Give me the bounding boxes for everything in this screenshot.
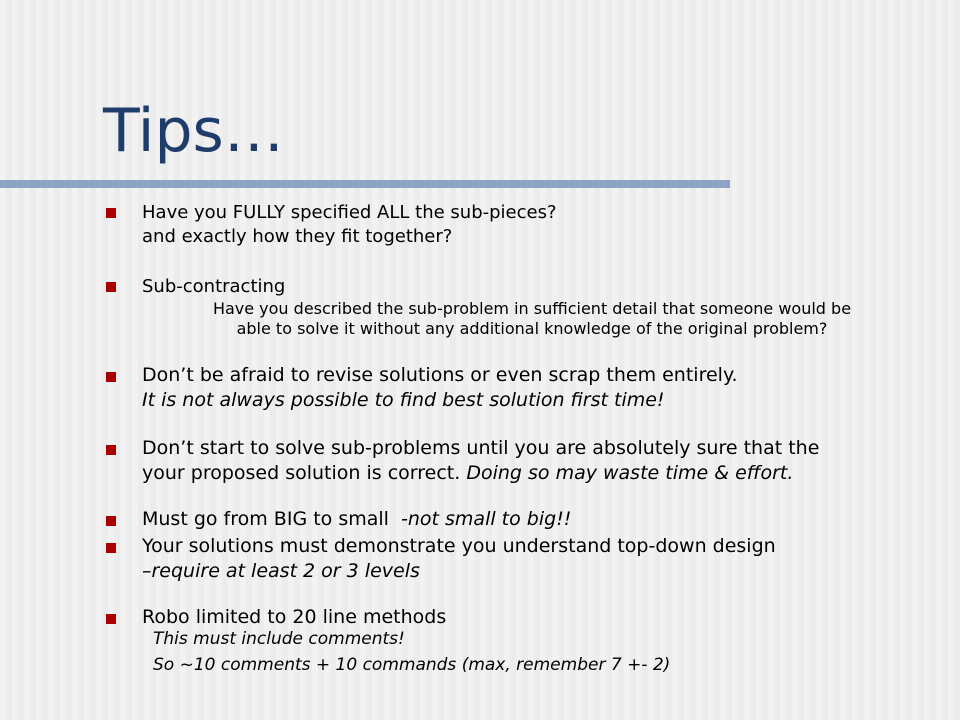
- detail-line: Have you described the sub-problem in sufficient detail that someone would be: [212, 299, 852, 318]
- bullet-revise-solutions: [142, 363, 932, 413]
- bullet-text-italic: -not small to big!!: [401, 508, 572, 530]
- bullet-text-italic: Doing so may waste time & effort.: [466, 462, 794, 484]
- bullet-marker: [106, 445, 116, 455]
- bullet-marker: [106, 543, 116, 553]
- bullet-big-to-small: [142, 507, 932, 532]
- bullet-dont-start: [142, 436, 932, 486]
- title-divider: [0, 180, 730, 188]
- bullet-text-plain: your proposed solution is correct.: [142, 462, 467, 484]
- bullet-text-line: Your solutions must demonstrate you understand top-down design: [142, 535, 776, 557]
- bullet-text-line: Don’t start to solve sub-problems until you are absolutely sure that the: [142, 437, 820, 459]
- robo-note: So ~10 comments + 10 commands (max, remember 7 +- 2): [153, 655, 671, 675]
- robo-note: This must include comments!: [153, 629, 405, 649]
- sub-contracting-detail: [152, 299, 912, 339]
- bullet-text-plain: Must go from BIG to small: [142, 508, 402, 530]
- detail-line: able to solve it without any additional knowledge of the original problem?: [236, 319, 828, 338]
- bullet-text-italic: –require at least 2 or 3 levels: [142, 560, 420, 582]
- bullet-fully-specified: [142, 201, 932, 249]
- bullet-top-down-design: [142, 534, 932, 584]
- bullet-text-line: Don’t be afraid to revise solutions or even scrap them entirely.: [142, 364, 738, 386]
- bullet-marker: [106, 614, 116, 624]
- bullet-text-line: Have you FULLY specified ALL the sub-pieces?: [142, 202, 557, 223]
- slide-title: Tips…: [103, 96, 284, 166]
- bullet-label: Robo limited to 20 line methods: [142, 606, 447, 628]
- bullet-label: Sub-contracting: [142, 276, 286, 297]
- bullet-sub-contracting: [142, 275, 932, 299]
- bullet-text-italic: It is not always possible to find best solution first time!: [142, 389, 665, 411]
- bullet-marker: [106, 372, 116, 382]
- bullet-marker: [106, 282, 116, 292]
- bullet-text-line: and exactly how they fit together?: [142, 226, 453, 247]
- bullet-robo-limited: [142, 605, 932, 630]
- bullet-marker: [106, 516, 116, 526]
- bullet-marker: [106, 208, 116, 218]
